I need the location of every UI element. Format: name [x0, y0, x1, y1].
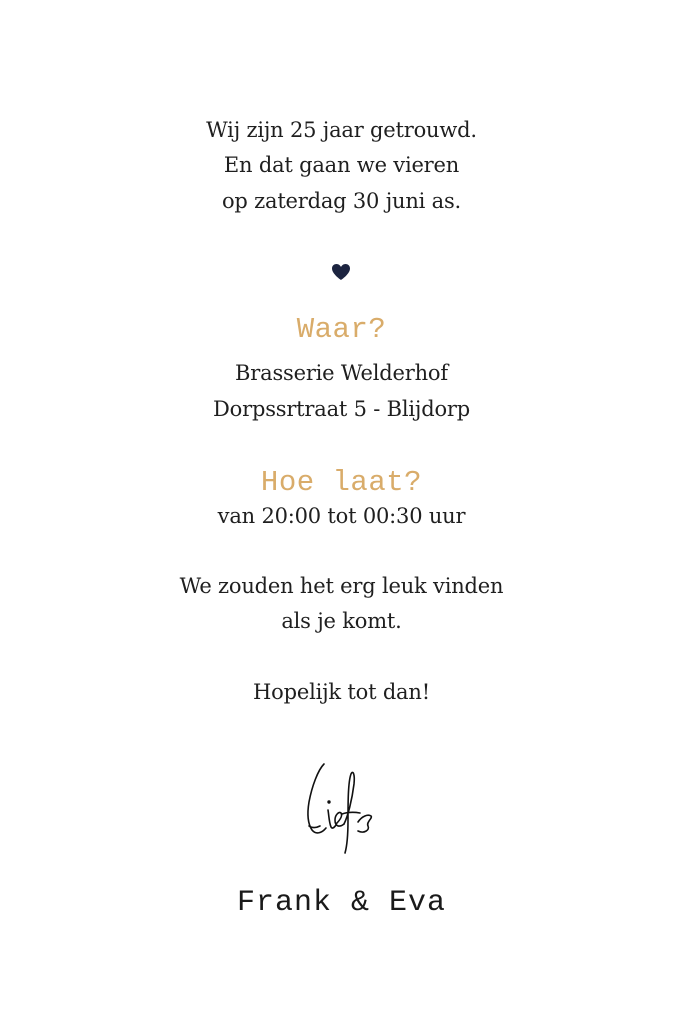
- heart-icon: [331, 263, 351, 281]
- message-line-2: als je komt.: [281, 609, 402, 633]
- where-heading: Waar?: [296, 313, 387, 346]
- when-heading: Hoe laat?: [260, 466, 423, 499]
- venue-address: Dorpssrtraat 5 - Blijdorp: [213, 397, 470, 421]
- intro-line-3: op zaterdag 30 juni as.: [221, 189, 462, 213]
- message-line-1: We zouden het erg leuk vinden: [179, 574, 504, 598]
- couple-names: Frank & Eva: [236, 886, 447, 920]
- signature-liefs: [298, 760, 388, 858]
- intro-line-2: En dat gaan we vieren: [223, 153, 460, 177]
- closing-line: Hopelijk tot dan!: [253, 680, 430, 704]
- event-time: van 20:00 tot 00:30 uur: [217, 504, 466, 528]
- venue-name: Brasserie Welderhof: [235, 361, 448, 385]
- intro-line-1: Wij zijn 25 jaar getrouwd.: [206, 118, 477, 142]
